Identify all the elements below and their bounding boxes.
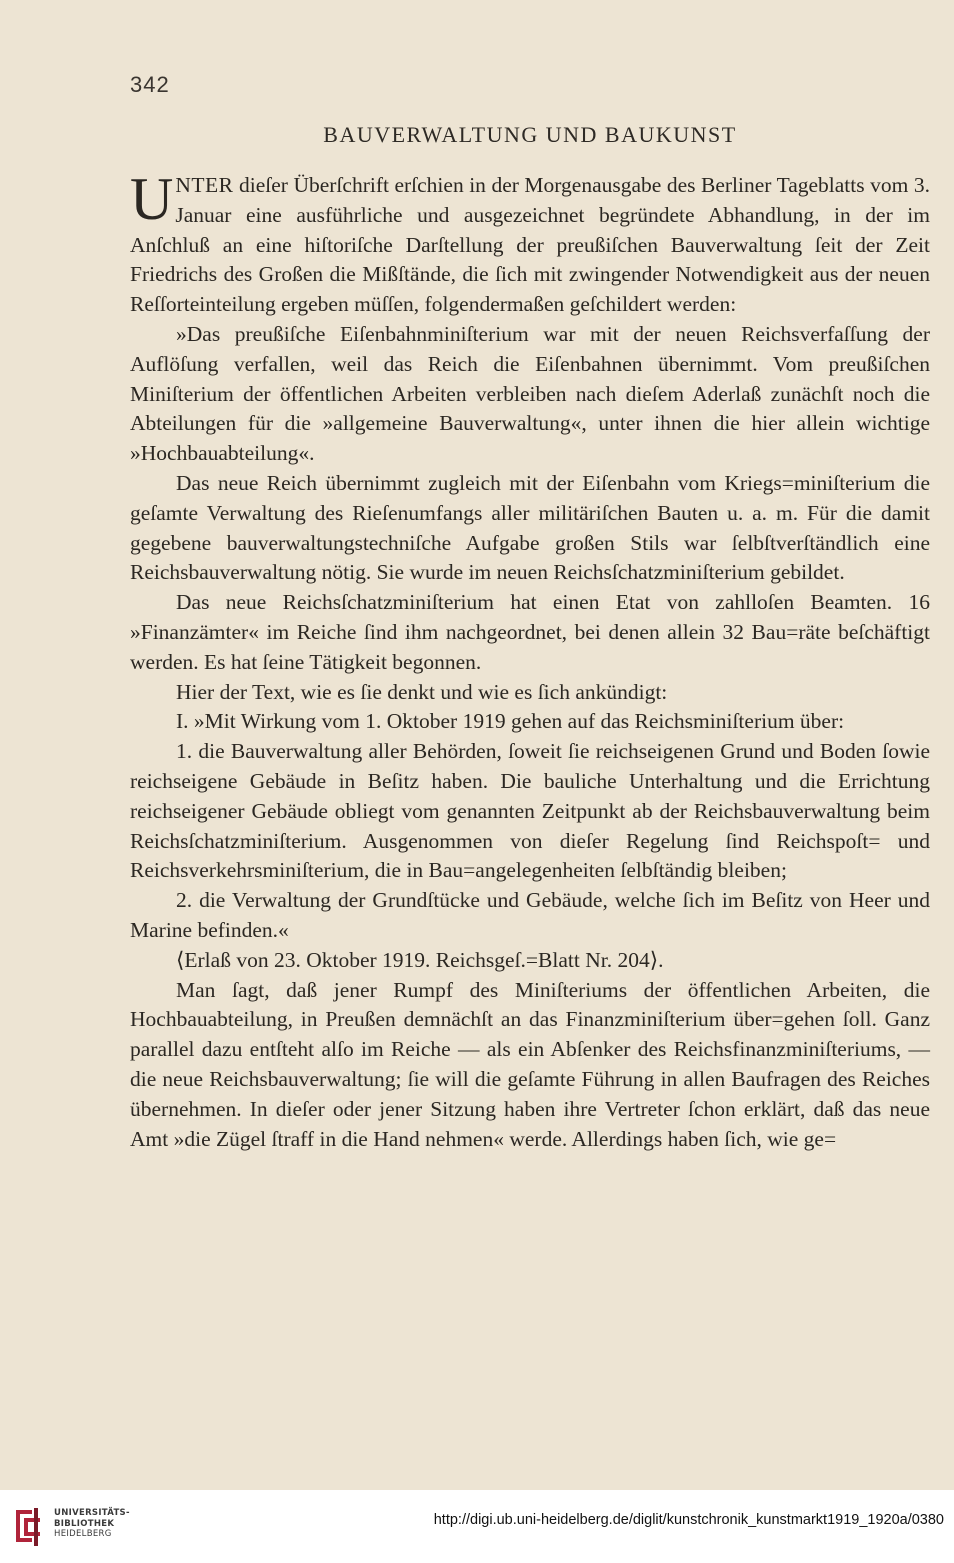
library-line-1: UNIVERSITÄTS- bbox=[54, 1508, 130, 1518]
paragraph-6: I. »Mit Wirkung vom 1. Oktober 1919 gehen auf das Reichsminiſterium über: bbox=[176, 709, 845, 734]
running-title: BAUVERWALTUNG UND BAUKUNST bbox=[323, 122, 737, 147]
library-line-3: HEIDELBERG bbox=[54, 1529, 112, 1539]
paragraph-4: Das neue Reichsſchatzminiſterium hat einen Etat von zahlloſen Beamten. 16 »Finanzämter« im Reiche ſind ihm nachgeordnet, bei denen allein 32 Bau=räte beſchäftigt werden. Es hat ſeine Tätigkeit begonnen. bbox=[130, 590, 930, 674]
permalink-url[interactable]: http://digi.ub.uni-heidelberg.de/diglit/kunstchronik_kunstmarkt1919_1920a/0380 bbox=[433, 1512, 944, 1528]
paragraph-1-text: dieſer Überſchrift erſchien in der Morgenausgabe des Berliner Tageblatts vom 3. Januar eine ausführliche und ausgezeichnet begründete Abhandlung, in der im Anſchluß an eine hiſtoriſche Darſtellung der preußiſchen Bauverwaltung ſeit der Zeit Friedrichs des Großen die Mißſtände, die ſich mit zwingender Notwendigkeit aus der neuen Reſſorteinteilung ergeben müſſen, folgendermaßen geſchildert werden: bbox=[130, 173, 930, 317]
paragraph-8: 2. die Verwaltung der Grundſtücke und Gebäude, welche ſich im Beſitz von Heer und Marine befinden.« bbox=[130, 888, 930, 942]
article-body bbox=[130, 166, 930, 1154]
footer-bar bbox=[0, 1490, 954, 1563]
page-number: 342 bbox=[130, 72, 170, 97]
paragraph-5: Hier der Text, wie es ſie denkt und wie es ſich ankündigt: bbox=[176, 679, 668, 704]
drop-initial: U bbox=[130, 166, 174, 232]
paragraph-10: Man ſagt, daß jener Rumpf des Miniſteriums der öffentlichen Arbeiten, die Hochbauabteilung, in Preußen demnächſt an das Finanzminiſterium über=gehen ſoll. Ganz parallel dazu entſteht alſo im Reiche — als ein Abſenker des Reichsfinanzminiſteriums, — die neue Reichsbauverwaltung; ſie will die geſamte Führung in allen Baufragen des Reiches übernehmen. In dieſer oder jener Sitzung haben ihre Vertreter ſchon erklärt, daß das neue Amt »die Zügel ſtraff in die Hand nehmen« werde. Allerdings haben ſich, wie ge= bbox=[130, 977, 930, 1151]
library-line-2: BIBLIOTHEK bbox=[54, 1518, 115, 1529]
paragraph-2: »Das preußiſche Eiſenbahnminiſterium war mit der neuen Reichsverfaſſung der Auflöſung verfallen, weil das Reich die Eiſenbahnen übernimmt. Vom preußiſchen Miniſterium der öffentlichen Arbeiten verbleiben nach dieſem Aderlaß zunächſt noch die Abteilungen für die »allgemeine Bauverwaltung«, unter ihnen die hier allein wichtige »Hochbauabteilung«. bbox=[130, 321, 930, 466]
ub-heidelberg-logo-icon[interactable] bbox=[8, 1504, 48, 1548]
first-word: NTER bbox=[175, 173, 234, 197]
paragraph-9: ⟨Erlaß von 23. Oktober 1919. Reichsgeſ.=Blatt Nr. 204⟩. bbox=[176, 947, 664, 972]
library-name bbox=[54, 1508, 130, 1540]
paragraph-1 bbox=[130, 166, 930, 320]
paragraph-7: 1. die Bauverwaltung aller Behörden, ſoweit ſie reichseigenen Grund und Boden ſowie reichseigene Gebäude in Beſitz haben. Die bauliche Unterhaltung und die Errichtung reichseigener Gebäude obliegt vom genannten Zeitpunkt ab der Reichsbauverwaltung beim Reichsſchatzminiſterium. Ausgenommen von dieſer Regelung ſind Reichspoſt= und Reichsverkehrsminiſterium, die in Bau=angelegenheiten ſelbſtändig bleiben; bbox=[130, 739, 930, 883]
paragraph-3: Das neue Reich übernimmt zugleich mit der Eiſenbahn vom Kriegs=miniſterium die geſamte Verwaltung des Rieſenumfangs aller militäriſchen Bauten u. a. m. Für die damit gegebene bauverwaltungstechniſche Aufgabe großen Stils war ſelbſtverſtändlich eine Reichsbauverwaltung nötig. Sie wurde im neuen Reichsſchatzminiſterium gebildet. bbox=[130, 470, 930, 585]
